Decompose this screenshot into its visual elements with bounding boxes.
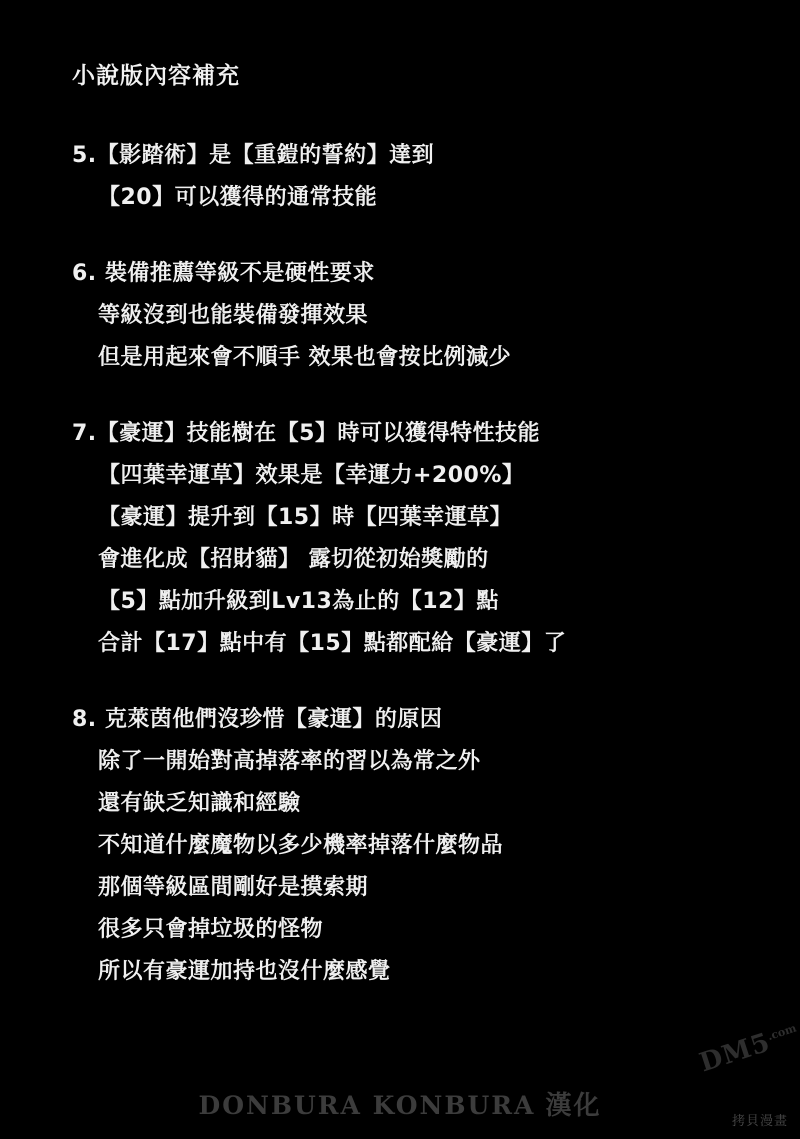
- note-line: 【四葉幸運草】效果是【幸運力+200%】: [98, 463, 525, 488]
- scanlation-group-en: DONBURA KONBURA: [198, 1091, 536, 1120]
- note-line: 5.【影踏術】是【重鎧的誓約】達到: [72, 143, 435, 168]
- note-line: 【豪運】提升到【15】時【四葉幸運草】: [98, 505, 513, 530]
- note-line: 【5】點加升級到Lv13為止的【12】點: [98, 589, 499, 614]
- list-item: [72, 699, 732, 993]
- scanlation-credit: [0, 1085, 800, 1122]
- note-line: 8. 克萊茵他們沒珍惜【豪運】的原因: [72, 707, 443, 732]
- list-item: [72, 413, 732, 665]
- notes-list: [72, 135, 732, 1027]
- watermark-text: DM5: [696, 1027, 775, 1079]
- scanlation-group-cn: 漢化: [545, 1091, 602, 1121]
- note-line: 不知道什麼魔物以多少機率掉落什麼物品: [98, 833, 504, 858]
- watermark-domain-suffix: .com: [765, 1021, 799, 1044]
- page-title: 小說版內容補充: [72, 63, 240, 89]
- note-line: 6. 裝備推薦等級不是硬性要求: [72, 261, 375, 286]
- note-line: 7.【豪運】技能樹在【5】時可以獲得特性技能: [72, 421, 540, 446]
- note-line: 【20】可以獲得的通常技能: [98, 185, 378, 210]
- watermark-label: 拷貝漫畫: [731, 1114, 788, 1129]
- note-line: 會進化成【招財貓】 露切從初始獎勵的: [98, 547, 489, 572]
- note-line: 但是用起來會不順手 效果也會按比例減少: [98, 345, 512, 370]
- note-line: 合計【17】點中有【15】點都配給【豪運】了: [98, 631, 567, 656]
- note-line: 還有缺乏知識和經驗: [98, 791, 301, 816]
- site-watermark: [696, 1021, 799, 1088]
- note-line: 很多只會掉垃圾的怪物: [98, 917, 324, 942]
- list-item: [72, 253, 732, 379]
- note-line: 等級沒到也能裝備發揮效果: [98, 303, 369, 328]
- note-line: 那個等級區間剛好是摸索期: [98, 875, 369, 900]
- note-line: 除了一開始對高掉落率的習以為常之外: [98, 749, 481, 774]
- list-item: [72, 135, 732, 219]
- note-line: 所以有豪運加持也沒什麼感覺: [98, 959, 391, 984]
